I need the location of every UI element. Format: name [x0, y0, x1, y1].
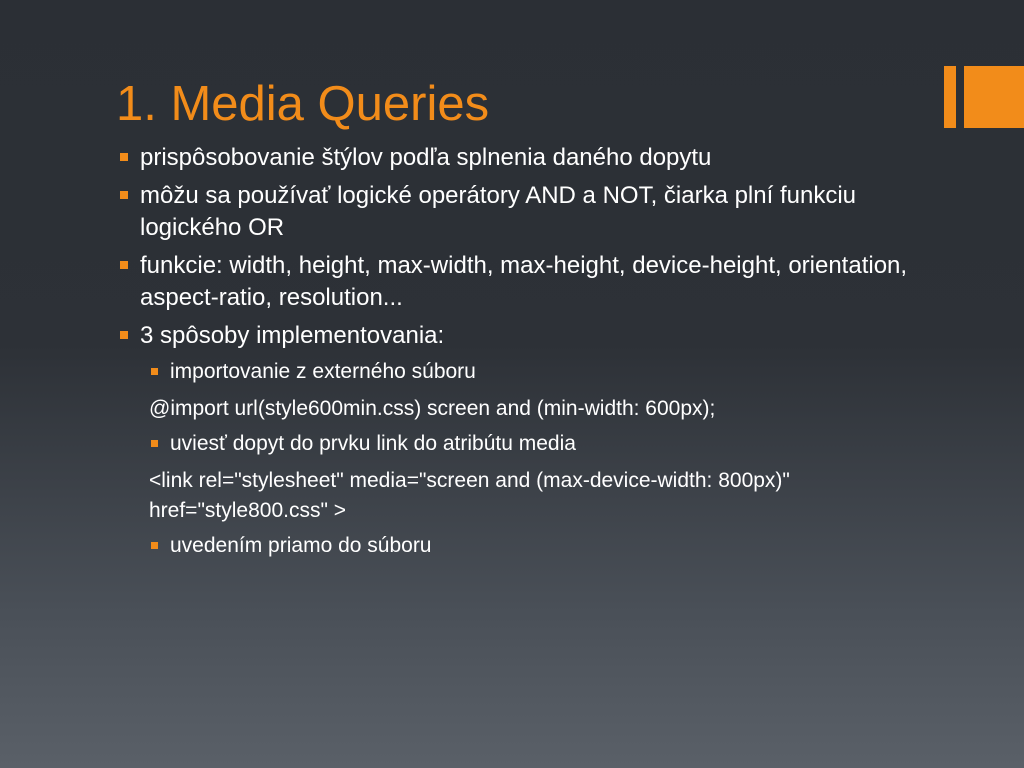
sub-list-item: [118, 430, 918, 458]
bullet-square-icon: [151, 542, 158, 549]
logo-bar-thin: [944, 66, 956, 128]
sub-list-item: [118, 532, 918, 560]
bullet-list: [118, 142, 918, 568]
bullet-square-icon: [151, 440, 158, 447]
list-item-text: 3 spôsoby implementovania:: [140, 322, 445, 349]
bullet-square-icon: [120, 191, 128, 199]
list-item-text: môžu sa používať logické operátory AND a NOT, čiarka plní funkciu logického OR: [140, 182, 856, 241]
list-item: [118, 180, 918, 244]
slide-title: 1. Media Queries: [116, 77, 490, 131]
bullet-square-icon: [120, 153, 128, 161]
code-line: <link rel="stylesheet" media="screen and (max-device-width: 800px)" href="style800.css" >: [149, 469, 790, 522]
list-item: [118, 250, 918, 314]
sub-list-item-text: importovanie z externého súboru: [170, 360, 476, 383]
bullet-square-icon: [151, 368, 158, 375]
logo-mark-icon: [944, 66, 1024, 128]
logo-bar-wide: [964, 66, 1024, 128]
list-item-text: prispôsobovanie štýlov podľa splnenia daného dopytu: [140, 144, 712, 171]
list-item-text: funkcie: width, height, max-width, max-height, device-height, orientation, aspect-ratio, resolution...: [140, 252, 908, 311]
bullet-square-icon: [120, 331, 128, 339]
sub-list-item: [118, 358, 918, 386]
sub-list-item-text: uviesť dopyt do prvku link do atribútu media: [170, 432, 576, 455]
list-item: [118, 142, 918, 174]
code-line: @import url(style600min.css) screen and (min-width: 600px);: [149, 397, 716, 420]
list-item: [118, 320, 918, 352]
bullet-square-icon: [120, 261, 128, 269]
sub-list-item-text: uvedením priamo do súboru: [170, 534, 432, 557]
